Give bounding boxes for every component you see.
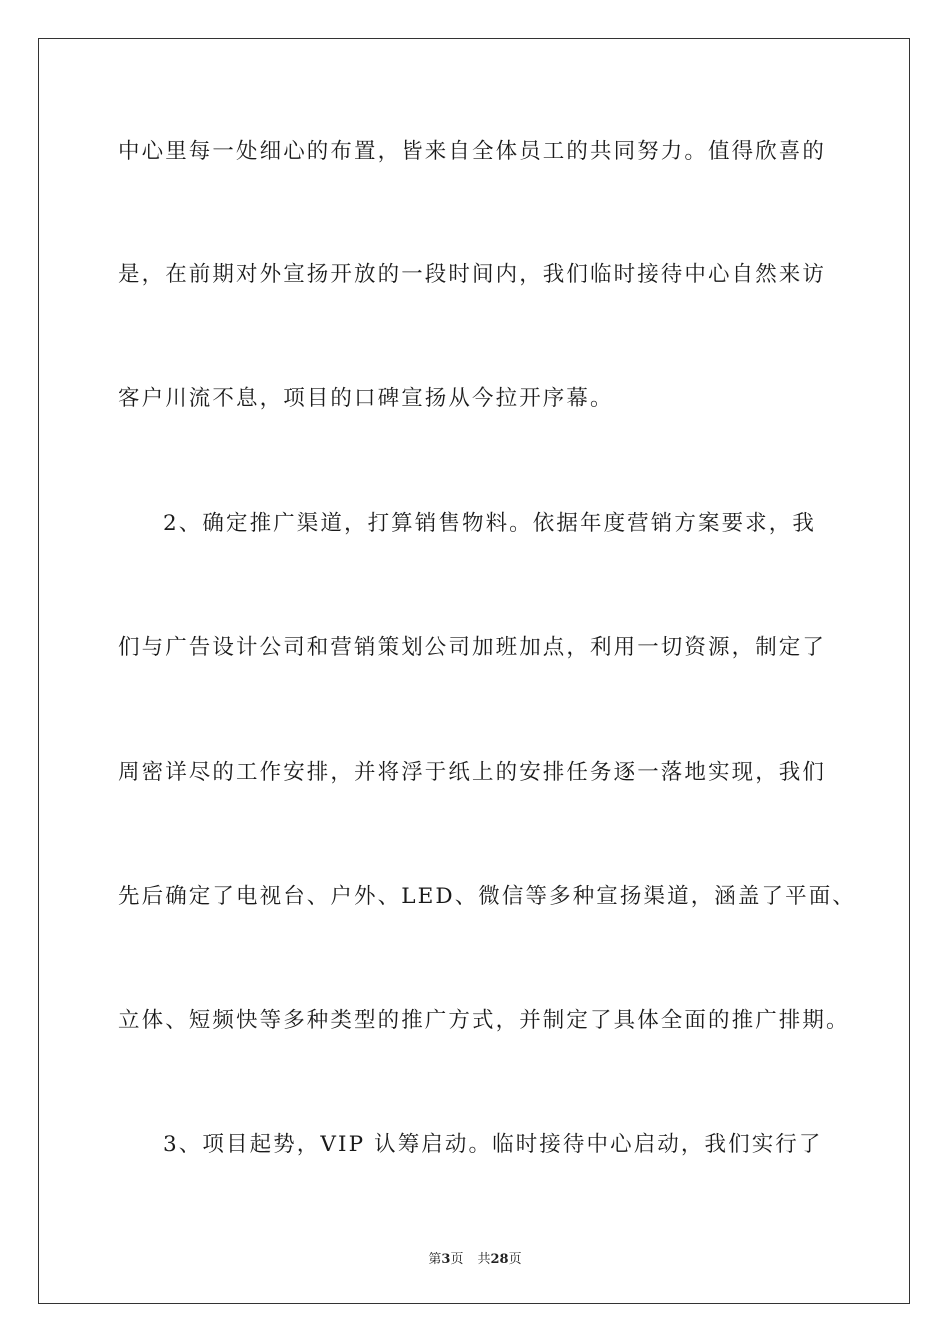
page-prefix: 第 — [428, 1252, 442, 1267]
paragraph-start-line: 2、确定推广渠道，打算销售物料。依据年度营销方案要求，我 — [163, 511, 816, 536]
page-border — [38, 38, 910, 1304]
text-line: 客户川流不息，项目的口碑宣扬从今拉开序幕。 — [118, 386, 614, 411]
text-line: 先后确定了电视台、户外、LED、微信等多种宣扬渠道，涵盖了平面、 — [118, 884, 856, 909]
text-line: 是，在前期对外宣扬开放的一段时间内，我们临时接待中心自然来访 — [118, 262, 827, 287]
text-line: 中心里每一处细心的布置，皆来自全体员工的共同努力。值得欣喜的 — [118, 139, 827, 164]
total-suffix: 页 — [508, 1252, 522, 1267]
page-suffix: 页 — [450, 1252, 464, 1267]
text-line: 们与广告设计公司和营销策划公司加班加点，利用一切资源，制定了 — [118, 635, 827, 660]
paragraph-start-line: 3、项目起势，VIP 认筹启动。临时接待中心启动，我们实行了 — [163, 1132, 823, 1157]
text-line: 周密详尽的工作安排，并将浮于纸上的安排任务逐一落地实现，我们 — [118, 760, 827, 785]
total-pages: 28 — [490, 1252, 509, 1267]
total-prefix: 共 — [477, 1252, 491, 1267]
text-line: 立体、短频快等多种类型的推广方式，并制定了具体全面的推广排期。 — [118, 1008, 850, 1033]
page-footer — [0, 1248, 950, 1267]
page-number: 3 — [441, 1252, 451, 1267]
